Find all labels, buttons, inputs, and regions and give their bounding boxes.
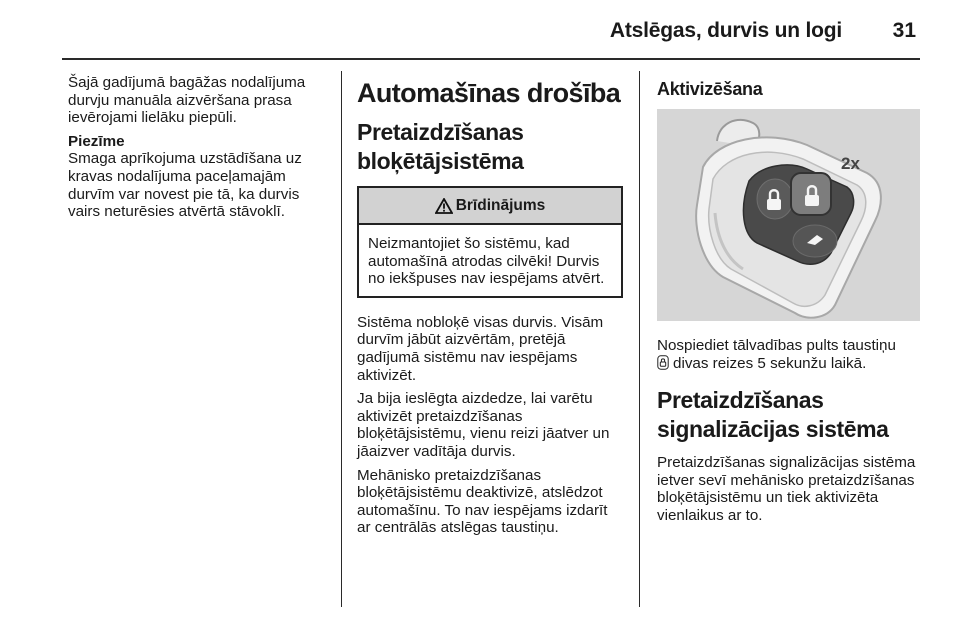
warning-label: Brīdinājums: [455, 196, 546, 214]
warning-header: [359, 188, 621, 225]
key-fob-figure: [657, 109, 920, 321]
note-text: Smaga aprīkojuma uzstādīšana uz kravas nodalījuma paceļamajām durvīm var novest pie tā, ka durvis vairs neturēsies atvērtā stāvoklī.: [68, 150, 302, 221]
column-1: [68, 74, 330, 227]
warning-text: Neizmantojiet šo sistēmu, kad automašīnā atrodas cilvēki! Durvis no iekšpuses nav iespējams atvērt.: [368, 235, 605, 288]
column-3: [657, 78, 920, 531]
warning-triangle-icon: [435, 198, 453, 214]
paragraph: Mehānisko pretaizdzīšanas bloķētājsistēmu deaktivizē, atslēdzot automašīnu. To nav iespējams izdarīt ar centrālās atslēgas taustiņu.: [357, 466, 608, 537]
paragraph-text: divas reizes 5 sekunžu laikā.: [673, 354, 867, 372]
column-2: [357, 78, 625, 543]
paragraph-text: Nospiediet tālvadības pults taustiņu: [657, 337, 896, 354]
key-fob-illustration: [657, 109, 920, 321]
paragraph: Ja bija ieslēgta aizdedze, lai varētu aktivizēt pretaizdzīšanas bloķētājsistēmu, vienu reizi jāatver un jāaizver vadītāja durvis.: [357, 390, 610, 460]
subsection-heading: Aktivizēšana: [657, 79, 763, 99]
page-number: 31: [892, 19, 916, 42]
paragraph: [657, 337, 920, 372]
lock-button-icon: [657, 355, 669, 370]
subsection-title: Pretaizdzīšanas bloķētājsistēma: [357, 119, 524, 174]
column-divider-2: [639, 71, 640, 607]
note-label: Piezīme: [68, 132, 125, 150]
subsection-title: Pretaizdzīšanas signalizācijas sistēma: [657, 387, 889, 443]
header-divider: [62, 58, 920, 60]
page-header: [0, 0, 960, 62]
paragraph: Sistēma nobloķē visas durvis. Visām durvīm jābūt aizvērtām, pretējā gadījumā sistēmu nav iespējams aktivizēt.: [357, 313, 604, 384]
section-title: Automašīnas drošība: [357, 78, 621, 108]
paragraph: Šajā gadījumā bagāžas nodalījuma durvju manuāla aizvēršana prasa ievērojami lielāku piepūli.: [68, 74, 306, 127]
warning-box: [357, 186, 623, 298]
column-divider-1: [341, 71, 342, 607]
figure-label: 2x: [841, 154, 860, 173]
paragraph: Pretaizdzīšanas signalizācijas sistēma ietver sevī mehānisko pretaizdzīšanas bloķētājsistēmu un tiek aktivizēta vienlaikus ar to.: [657, 454, 916, 524]
chapter-title: Atslēgas, durvis un logi: [609, 19, 842, 42]
